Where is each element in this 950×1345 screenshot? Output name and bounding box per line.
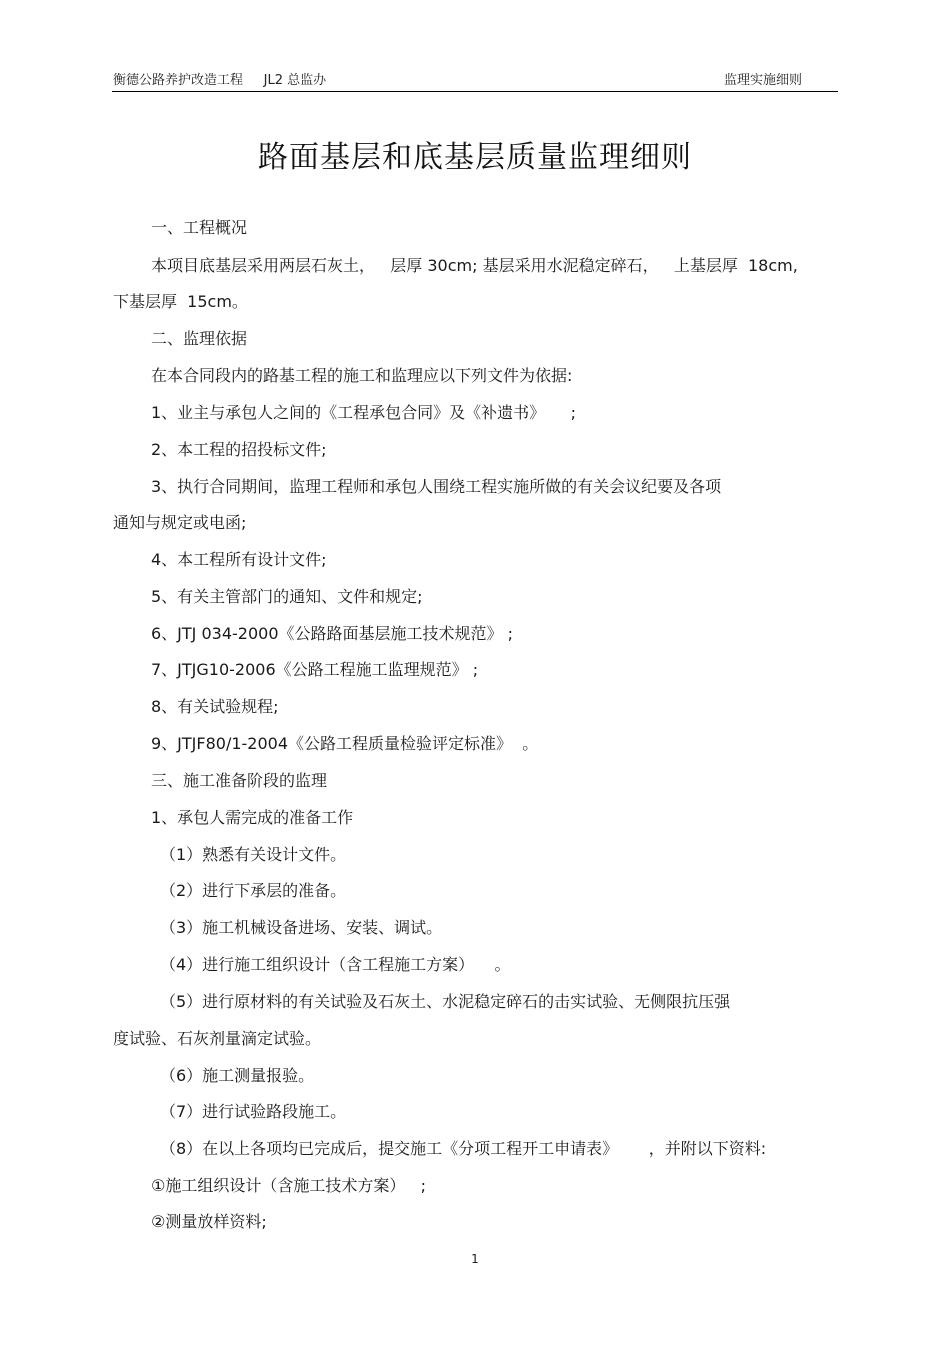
- list-item: （3）施工机械设备进场、安装、调试。: [160, 918, 443, 937]
- list-item: 7、JTJG10-2006《公路工程施工监理规范》 ;: [151, 660, 479, 679]
- list-item: 3、执行合同期间，监理工程师和承包人围绕工程实施所做的有关会议纪要及各项: [151, 477, 722, 496]
- page-title: 路面基层和底基层质量监理细则: [258, 140, 692, 175]
- list-item: 6、JTJ 034-2000《公路路面基层施工技术规范》 ;: [151, 624, 513, 643]
- header-doc-type: 监理实施细则: [723, 73, 802, 88]
- list-item: （2）进行下承层的准备。: [160, 881, 347, 900]
- list-item: 8、有关试验规程;: [151, 697, 279, 716]
- list-item: （8）在以上各项均已完成后，提交施工《分项工程开工申请表》 ，并附以下资料:: [160, 1139, 767, 1158]
- list-item: 9、JTJF80/1-2004《公路工程质量检验评定标准》 。: [151, 734, 539, 753]
- list-item: （7）进行试验路段施工。: [160, 1102, 347, 1121]
- list-item: （6）施工测量报验。: [160, 1066, 315, 1085]
- list-item: 4、本工程所有设计文件;: [151, 550, 327, 569]
- header-project-name: 衡德公路养护改造工程 JL2 总监办: [113, 73, 327, 88]
- header-divider: [112, 91, 838, 92]
- list-item: （4）进行施工组织设计（含工程施工方案） 。: [160, 955, 511, 974]
- paragraph-line: 在本合同段内的路基工程的施工和监理应以下列文件为依据:: [151, 366, 573, 385]
- list-item: （1）熟悉有关设计文件。: [160, 845, 347, 864]
- list-item: ②测量放样资料;: [151, 1212, 267, 1231]
- list-item-continuation: 度试验、石灰剂量滴定试验。: [113, 1029, 322, 1048]
- section-heading-overview: 一、工程概况: [151, 218, 248, 237]
- list-item: （5）进行原材料的有关试验及石灰土、水泥稳定碎石的击实试验、无侧限抗压强: [160, 992, 731, 1011]
- page-number: 1: [471, 1252, 479, 1266]
- list-item: 2、本工程的招投标文件;: [151, 440, 327, 459]
- list-item-continuation: 通知与规定或电函;: [113, 513, 247, 532]
- section-heading-basis: 二、监理依据: [151, 329, 248, 348]
- section-heading-preparation: 三、施工准备阶段的监理: [151, 771, 328, 790]
- paragraph-line: 本项目底基层采用两层石灰土， 层厚 30cm; 基层采用水泥稳定碎石， 上基层厚 18cm,: [151, 256, 798, 275]
- list-item: 5、有关主管部门的通知、文件和规定;: [151, 587, 423, 606]
- subsection-heading: 1、承包人需完成的准备工作: [151, 808, 354, 827]
- paragraph-line: 下基层厚 15cm。: [113, 292, 248, 311]
- list-item: ①施工组织设计（含施工技术方案） ;: [151, 1176, 426, 1195]
- list-item: 1、业主与承包人之间的《工程承包合同》及《补遗书》 ;: [151, 403, 577, 422]
